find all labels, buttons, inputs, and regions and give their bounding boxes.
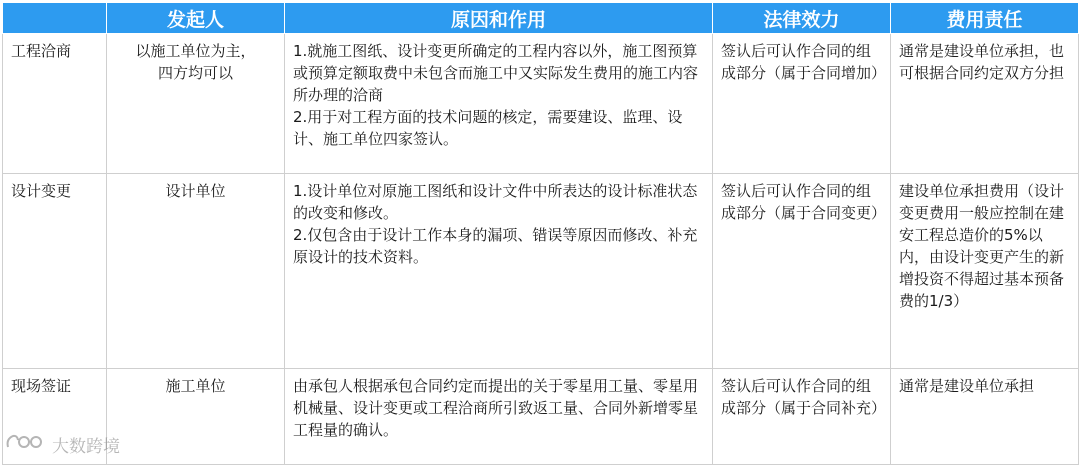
purpose-cell: 由承包人根据承包合同约定而提出的关于零星用工量、零星用机械量、设计变更或工程洽商所引致返工量、合同外新增零星工程量的确认。	[285, 369, 713, 465]
watermark-text: 大数跨境	[52, 437, 120, 457]
purpose-cell: 1.就施工图纸、设计变更所确定的工程内容以外，施工图预算或预算定额取费中未包含而施工中又实际发生费用的施工内容所办理的洽商 2.用于对工程方面的技术问题的核定，需要建设、监理、设计、施工单位四家签认。	[285, 34, 713, 174]
header-corner	[3, 3, 107, 34]
initiator-cell: 设计单位	[107, 174, 285, 369]
initiator-cell: 施工单位	[107, 369, 285, 465]
table-row	[3, 34, 1079, 174]
row-label: 现场签证	[3, 369, 107, 465]
header-legal-effect: 法律效力	[713, 3, 891, 34]
header-cost-responsibility: 费用责任	[891, 3, 1079, 34]
initiator-cell: 以施工单位为主， 四方均可以	[107, 34, 285, 174]
header-row	[3, 3, 1079, 34]
purpose-cell: 1.设计单位对原施工图纸和设计文件中所表达的设计标准状态的改变和修改。 2.仅包含由于设计工作本身的漏项、错误等原因而修改、补充原设计的技术资料。	[285, 174, 713, 369]
cost-cell: 建设单位承担费用（设计变更费用一般应控制在建安工程总造价的5%以内，由设计变更产生的新增投资不得超过基本预备费的1/3）	[891, 174, 1079, 369]
row-label: 设计变更	[3, 174, 107, 369]
legal-effect-cell: 签认后可认作合同的组成部分（属于合同补充）	[713, 369, 891, 465]
table-row	[3, 369, 1079, 465]
row-label: 工程洽商	[3, 34, 107, 174]
header-initiator: 发起人	[107, 3, 285, 34]
cost-cell: 通常是建设单位承担，也可根据合同约定双方分担	[891, 34, 1079, 174]
header-purpose: 原因和作用	[285, 3, 713, 34]
legal-effect-cell: 签认后可认作合同的组成部分（属于合同变更）	[713, 174, 891, 369]
legal-effect-cell: 签认后可认作合同的组成部分（属于合同增加）	[713, 34, 891, 174]
comparison-table	[2, 2, 1079, 465]
cost-cell: 通常是建设单位承担	[891, 369, 1079, 465]
table-row	[3, 174, 1079, 369]
